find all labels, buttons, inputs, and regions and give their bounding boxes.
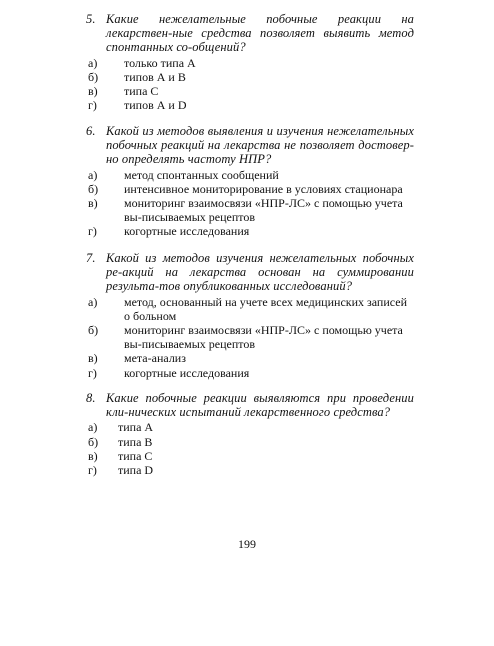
question-8-option-d: [82, 463, 414, 477]
option-text: типа D: [118, 463, 154, 478]
option-letter: б): [88, 434, 99, 449]
question-8-option-c: [82, 449, 414, 463]
option-text: типа А: [118, 420, 154, 435]
question-6-option-d: [82, 224, 414, 238]
option-text: типа С: [118, 448, 153, 463]
question-6-option-b: [82, 182, 414, 196]
option-text: типов А и В: [124, 69, 186, 84]
option-letter: г): [88, 224, 97, 239]
question-7-option-c: [82, 351, 414, 365]
question-5-prompt: Какие нежелательные побочные реакции на лекарствен-ные средства позволяет выявить метод спонтанных со-общений?: [106, 12, 414, 55]
option-letter: б): [88, 323, 99, 338]
question-5-text: [82, 12, 414, 55]
question-7: [82, 251, 414, 380]
option-text: типа С: [124, 84, 159, 99]
option-text: мета-анализ: [124, 351, 186, 366]
question-7-text: [82, 251, 414, 294]
option-text: мониторинг взаимосвязи «НПР-ЛС» с помощью учета вы-писываемых рецептов: [124, 196, 403, 225]
option-letter: а): [88, 294, 98, 309]
option-letter: в): [88, 196, 98, 211]
question-5: [82, 12, 414, 112]
option-text: только типа А: [124, 55, 196, 70]
question-5-option-c: [82, 84, 414, 98]
option-letter: г): [88, 463, 97, 478]
option-text: типа В: [118, 434, 153, 449]
question-6-option-a: [82, 168, 414, 182]
option-letter: а): [88, 420, 98, 435]
question-8-text: [82, 391, 414, 419]
question-6: [82, 124, 414, 239]
question-6-options: [82, 168, 414, 239]
question-5-option-d: [82, 98, 414, 112]
option-text: мониторинг взаимосвязи «НПР-ЛС» с помощью учета вы-писываемых рецептов: [124, 323, 403, 352]
option-letter: г): [88, 98, 97, 113]
question-5-number: 5.: [86, 12, 96, 26]
question-7-options: [82, 295, 414, 380]
question-8-option-b: [82, 435, 414, 449]
option-text: когортные исследования: [124, 365, 250, 380]
question-7-option-d: [82, 366, 414, 380]
option-letter: а): [88, 167, 98, 182]
question-7-prompt: Какой из методов изучения нежелательных побочных ре-акций на лекарства основан на суммировании результа-тов опубликованных исследований?: [106, 251, 414, 294]
question-5-option-b: [82, 70, 414, 84]
question-7-option-a: [82, 295, 414, 323]
question-8-prompt: Какие побочные реакции выявляются при проведении кли-нических испытаний лекарственного средства?: [106, 391, 414, 420]
option-text: метод, основанный на учете всех медицинских записей о больном: [124, 294, 407, 323]
option-text: метод спонтанных сообщений: [124, 167, 279, 182]
option-text: типов А и D: [124, 98, 187, 113]
option-text: интенсивное мониторирование в условиях стационара: [124, 181, 403, 196]
question-6-option-c: [82, 196, 414, 224]
option-letter: г): [88, 365, 97, 380]
question-7-option-b: [82, 323, 414, 351]
page-number: 199: [238, 537, 256, 551]
question-6-prompt: Какой из методов выявления и изучения нежелательных побочных реакций на лекарства не позволяет достовер-но определять частоту НПР?: [106, 124, 414, 167]
question-6-text: [82, 124, 414, 167]
option-letter: а): [88, 55, 98, 70]
option-text: когортные исследования: [124, 224, 250, 239]
question-5-options: [82, 56, 414, 113]
option-letter: в): [88, 351, 98, 366]
question-8: [82, 391, 414, 477]
option-letter: б): [88, 69, 99, 84]
question-8-options: [82, 420, 414, 477]
question-5-option-a: [82, 56, 414, 70]
question-6-number: 6.: [86, 124, 96, 138]
option-letter: в): [88, 84, 98, 99]
option-letter: в): [88, 448, 98, 463]
option-letter: б): [88, 181, 99, 196]
question-7-number: 7.: [86, 251, 96, 265]
question-8-number: 8.: [86, 391, 96, 405]
question-8-option-a: [82, 420, 414, 434]
